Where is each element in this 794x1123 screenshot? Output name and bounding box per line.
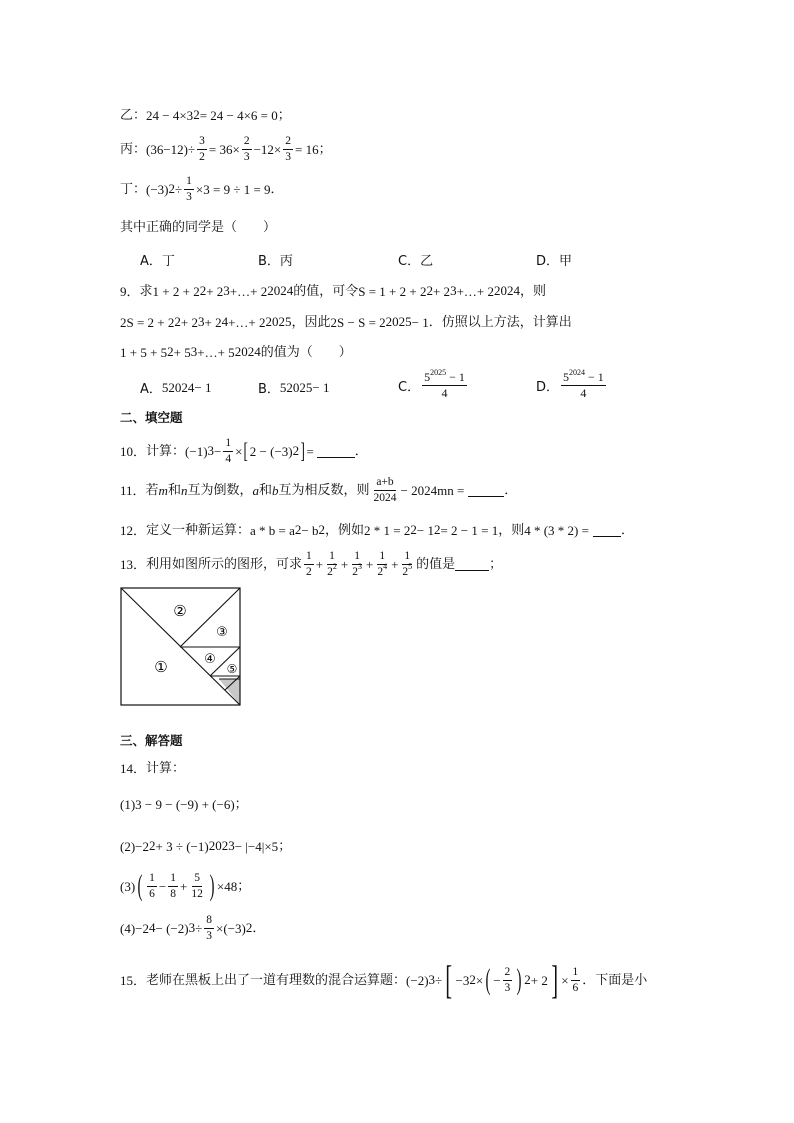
- q14-part2: (2) −2 2 + 3 ÷ (−1) 2023 − |−4|×5 ；: [120, 838, 292, 854]
- q8-bing-line: 丙： (36−12)÷ $\frac{3}{2}$ = 36× $\frac{2}{3}$ −12× $\frac{2}{3}$ = 16 ；: [120, 135, 332, 163]
- q8-option-d[interactable]: D． 甲: [536, 254, 573, 269]
- q9-line2: 2S = 2 + 2 2 + 2 3 + 2 4 +…+ 2 2025 ，因此 2S − S = 2 2025 − 1 ．仿照以上方法，计算出: [120, 314, 572, 330]
- answer-blank[interactable]: [593, 524, 621, 537]
- region-label-3: ③: [216, 625, 228, 640]
- fraction: $\frac{2}{3}$: [285, 135, 291, 163]
- q8-question: 其中正确的同学是（ ）: [120, 219, 277, 235]
- fraction: $\frac{2}{3}$: [243, 135, 250, 163]
- q12-line: 12． 定义一种新运算： a * b = a 2 − b 2 ，例如 2 * 1 = 2 2 − 1 2 = 2 − 1 = 1 ，则 4 * (3 * 2) = ．: [120, 522, 634, 538]
- q8-option-b[interactable]: B． 丙: [258, 254, 293, 269]
- section-title-fill-in: 二、填空题: [120, 410, 183, 425]
- region-label-1: ①: [154, 658, 168, 676]
- q14-part1: (1) 3 − 9 − (−9) + (−6) ；: [120, 796, 248, 812]
- q14-part3: (3) ( $\frac{1}{6}$ − $\frac{1}{8}$ + $\frac{5}{12}$ ) ×48 ；: [120, 869, 251, 902]
- geometry-figure: [119, 586, 243, 708]
- half-diagonal: [180, 588, 240, 647]
- q14-title: 14． 计算：: [120, 760, 186, 776]
- answer-blank[interactable]: [455, 558, 489, 571]
- q9-option-c[interactable]: C． $\frac{5^{2025} - 1}{4}$: [398, 368, 465, 400]
- fraction: $\frac{1}{3}$: [186, 175, 192, 203]
- q8-option-c[interactable]: C． 乙: [398, 254, 434, 269]
- shaded-region: [219, 679, 240, 705]
- q15-line: 15． 老师在黑板上出了一道有理数的混合运算题： (−2) 3 ÷ [ −3 2 × ( − $\frac{2}{3}$ ) 2 + 2 ] × $\frac{1}{6}$ ．下面是小: [120, 957, 648, 1002]
- q14-part4: (4) −2 4 − (−2) 3 ÷ $\frac{8}{3}$ ×(−3) 2 ．: [120, 914, 266, 942]
- q8-ding-line: 丁： (−3) 2 ÷ $\frac{1}{3}$ ×3 = 9 ÷ 1 = 9 ．: [120, 175, 284, 203]
- answer-blank[interactable]: [468, 484, 504, 497]
- answer-blank[interactable]: [317, 445, 355, 458]
- region-label-2: ②: [173, 602, 187, 620]
- q8-yi-line: 乙： 24 − 4×3 2 = 24 − 4×6 = 0 ；: [120, 107, 291, 123]
- q13-line: 13． 利用如图所示的图形，可求 $\frac{1}{2}$ + $\frac{1}{2^2}$ + $\frac{1}{2^3}$ + $\frac{1}{2^4}$ + $\frac{1}{2^5}$ 的值是 ；: [120, 550, 503, 578]
- region-label-4: ④: [204, 652, 216, 667]
- section-title-solve: 三、解答题: [120, 733, 183, 748]
- q9-option-b[interactable]: B． 5 2025 − 1: [258, 379, 330, 397]
- region-label-5: ⑤: [226, 662, 238, 676]
- fraction: $\frac{3}{2}$: [199, 135, 205, 163]
- q10-line: 10． 计算： (−1) 3 − $\frac{1}{4}$ × [ 2 − (−3) 2 ] = ．: [120, 437, 368, 465]
- q9-line1: 9． 求 1 + 2 + 2 2 + 2 3 +…+ 2 2024 的值，可令 S = 1 + 2 + 2 2 + 2 3 +…+ 2 2024 ，则: [120, 283, 546, 299]
- q9-option-d[interactable]: D． $\frac{5^{2024} - 1}{4}$: [536, 368, 604, 400]
- q9-option-a[interactable]: A． 5 2024 − 1: [140, 379, 212, 397]
- q9-line3: 1 + 5 + 5 2 + 5 3 +…+ 5 2024 的值为（ ）: [120, 344, 352, 360]
- q8-option-a[interactable]: A． 丁: [140, 254, 175, 269]
- q11-line: 11． 若 m 和 n 互为倒数， a 和 b 互为相反数，则 $\frac{a+b}{2024}$ − 2024mn = ．: [120, 476, 518, 504]
